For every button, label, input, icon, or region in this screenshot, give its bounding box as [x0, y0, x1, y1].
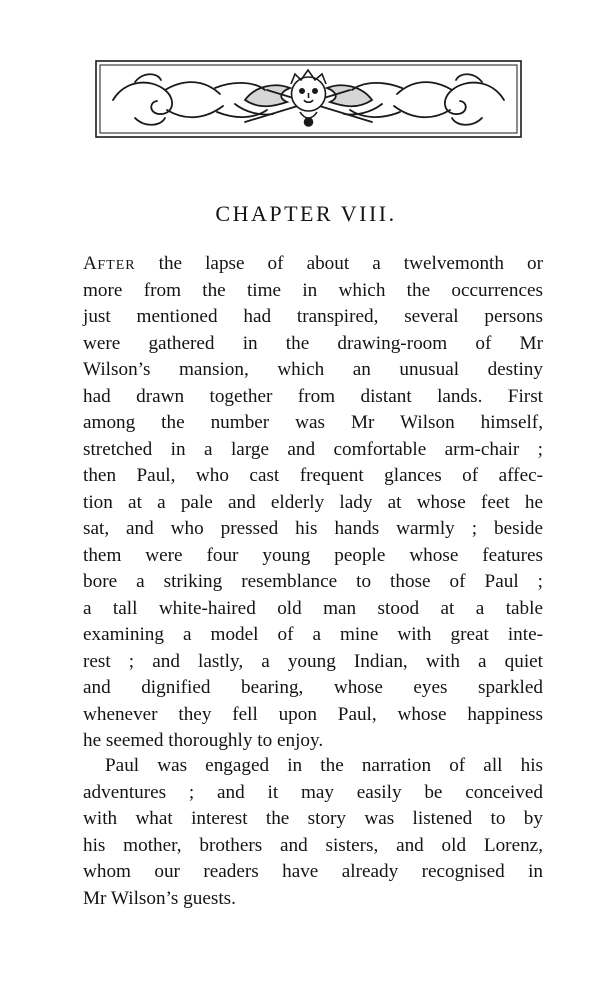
- text-line: more from the time in which the occurrences: [83, 279, 543, 301]
- text-line: and dignified bearing, whose eyes sparkled: [83, 677, 543, 698]
- text-line: Mr Wilson’s guests.: [83, 887, 236, 909]
- text-line: just mentioned had transpired, several persons: [83, 306, 543, 327]
- text-line: rest ; and lastly, a young Indian, with a quiet: [83, 650, 543, 672]
- text-line: adventures ; and it may easily be conceived: [83, 781, 543, 803]
- text-line: bore a striking resemblance to those of Paul ;: [83, 571, 543, 592]
- opening-smallcaps: AFTER: [83, 253, 136, 274]
- text-line: he seemed thoroughly to enjoy.: [83, 730, 324, 751]
- text-line: examining a model of a mine with great inte-: [83, 624, 543, 645]
- text-line: a tall white-haired old man stood at a table: [83, 597, 543, 619]
- paragraph-1: [83, 251, 543, 755]
- text-line: Wilson’s mansion, which an unusual destiny: [83, 359, 543, 380]
- chapter-title: CHAPTER VIII.: [215, 201, 397, 226]
- text-line: among the number was Mr Wilson himself,: [83, 412, 543, 433]
- text-line: tion at a pale and elderly lady at whose feet he: [83, 491, 543, 513]
- text-line: his mother, brothers and sisters, and old Lorenz,: [83, 834, 543, 856]
- text-line: Paul was engaged in the narration of all his: [105, 755, 543, 776]
- text-line: sat, and who pressed his hands warmly ; beside: [83, 518, 543, 539]
- text-line: then Paul, who cast frequent glances of affec-: [83, 465, 543, 486]
- text-line: them were four young people whose features: [83, 544, 543, 566]
- text-line: with what interest the story was listened to by: [83, 808, 543, 829]
- headpiece-ornament-icon: [95, 60, 522, 138]
- text-line: whenever they fell upon Paul, whose happiness: [83, 703, 543, 725]
- text-line: had drawn together from distant lands. First: [83, 385, 543, 407]
- text-line: AFTER the lapse of about a twelvemonth or: [83, 253, 543, 274]
- paragraph-2: [83, 753, 543, 912]
- text-line: were gathered in the drawing-room of Mr: [83, 332, 543, 354]
- text-line: stretched in a large and comfortable arm-chair ;: [83, 438, 543, 460]
- text-line: whom our readers have already recognised in: [83, 861, 543, 882]
